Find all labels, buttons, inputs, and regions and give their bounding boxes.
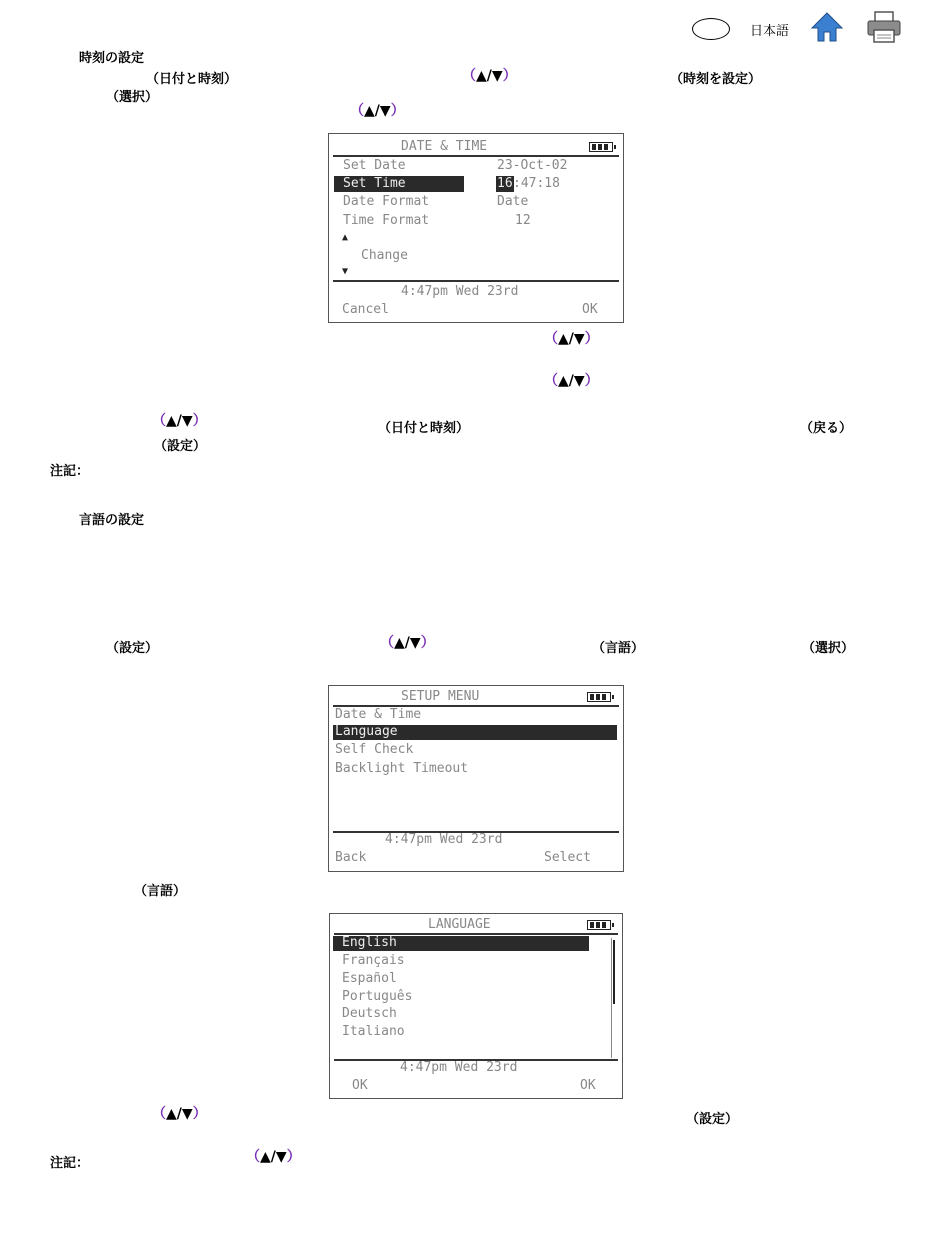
status-bar: 4:47pm Wed 23rd [400,1060,518,1075]
softkey-left: Cancel [342,302,389,317]
screen-title: LANGUAGE [428,917,491,932]
label-set-time: （時刻を設定） [670,72,762,87]
label-set: （設定） [106,641,159,656]
label-language: （言語） [592,641,645,656]
note-label: 注記： [50,1156,90,1171]
time-cursor-value: 16 [497,176,513,191]
up-arrow-icon: ▲ [342,232,349,243]
menu-item: Self Check [335,742,414,757]
label-date-time: （日付と時刻） [378,421,470,436]
menu-item: Set Date [343,158,406,173]
screen-title: SETUP MENU [401,689,480,704]
menu-value: Date [497,194,529,209]
language-toggle[interactable] [692,18,730,40]
softkey-right: OK [580,1078,596,1093]
arrow-keys-label: （▲/▼） [152,1106,207,1122]
battery-icon [587,692,611,702]
menu-item: Date & Time [335,707,422,722]
arrow-keys-label: （▲/▼） [380,635,435,651]
down-arrow-icon: ▼ [342,266,349,277]
menu-item-selected: Set Time [343,176,406,191]
screen-title: DATE & TIME [401,139,488,154]
label-back: （戻る） [800,421,853,436]
battery-icon [589,142,613,152]
lcd-screen-setup-menu [328,685,624,872]
label-date-time: （日付と時刻） [146,72,238,87]
menu-item: Date Format [343,194,430,209]
section-heading-language: 言語の設定 [79,513,145,528]
change-label: Change [361,248,408,263]
language-option-selected: English [342,935,397,950]
label-language: （言語） [134,884,187,899]
softkey-right: Select [544,850,591,865]
scrollbar [611,938,616,1058]
menu-item: Time Format [343,213,430,228]
lcd-screen-language [329,913,623,1099]
menu-value: 23-Oct-02 [497,158,568,173]
section-heading-time: 時刻の設定 [79,51,145,66]
softkey-left: Back [335,850,367,865]
arrow-keys-label: （▲/▼） [350,103,405,119]
label-set: （設定） [154,439,207,454]
label-select: （選択） [106,90,159,105]
status-bar: 4:47pm Wed 23rd [385,832,503,847]
language-option: Français [342,953,405,968]
arrow-keys-label: （▲/▼） [152,413,207,429]
arrow-keys-label: （▲/▼） [246,1149,301,1165]
language-label[interactable]: 日本語 [750,24,790,39]
home-icon[interactable] [810,10,844,48]
menu-value: 12 [515,213,531,228]
softkey-left: OK [352,1078,368,1093]
battery-icon [587,920,611,930]
language-option: Português [342,989,413,1004]
language-option: Español [342,971,397,986]
status-bar: 4:47pm Wed 23rd [401,284,519,299]
printer-icon[interactable] [866,10,902,48]
softkey-right: OK [582,302,598,317]
arrow-keys-label: （▲/▼） [544,331,599,347]
menu-item-selected: Language [335,724,398,739]
arrow-keys-label: （▲/▼） [462,68,517,84]
time-value: :47:18 [513,176,560,191]
language-option: Deutsch [342,1006,397,1021]
arrow-keys-label: （▲/▼） [544,373,599,389]
note-label: 注記： [50,464,90,479]
label-set: （設定） [686,1112,739,1127]
label-select: （選択） [802,641,855,656]
menu-item: Backlight Timeout [335,761,469,776]
language-option: Italiano [342,1024,405,1039]
lcd-screen-date-time [328,133,624,323]
